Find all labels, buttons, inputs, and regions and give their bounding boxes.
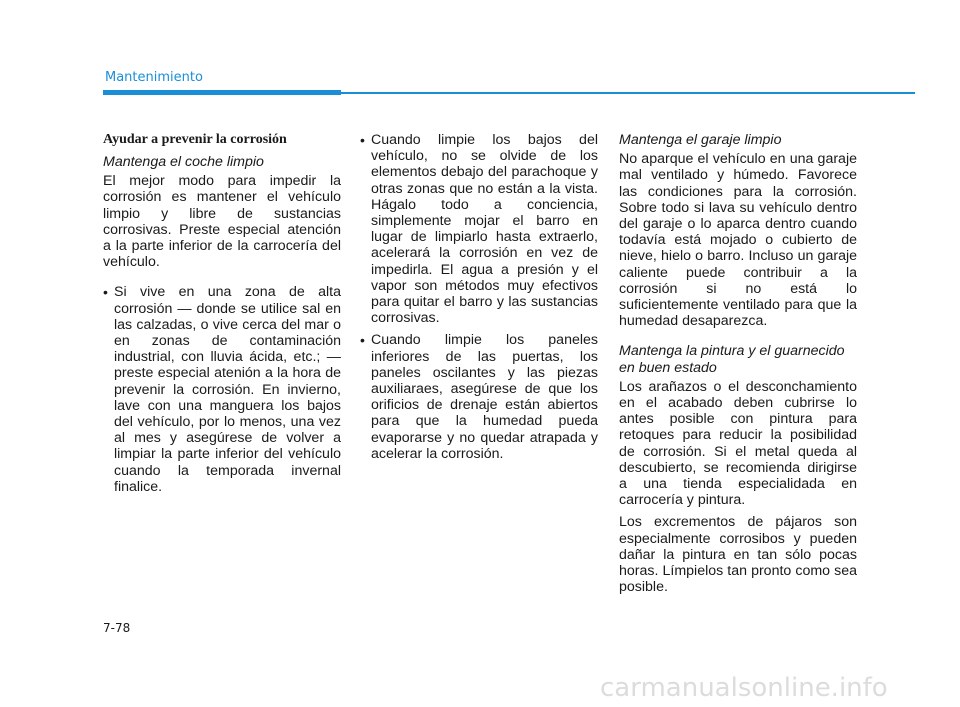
bullet-list-left: [103, 284, 341, 495]
section-label: Mantenimiento: [105, 70, 203, 85]
bullet-high-corrosion: [103, 284, 341, 495]
section-heading: Ayudar a prevenir la corrosión: [103, 132, 287, 147]
bullet-text: • Cuando limpie los paneles inferiores de las puertas, los paneles oscilantes y las piezas auxiliaraes, asegúrese de que los orificios de drenaje están abiertos para que la humedad pueda evaporarse y no quedar atrapada y acelerar la corrosión.: [371, 332, 598, 462]
page-number: 7-78: [103, 621, 131, 635]
subheading-paint: Mantenga la pintura y el guarnecido en buen estado: [619, 343, 845, 376]
bullet-text: • Si vive en una zona de alta corrosión — donde se utilice sal en las calzadas, o vive cerca del mar o en zonas de contaminación industrial, con lluvia ácida, etc.; — preste especial atenión a la hora de prevenir la corrosión. En invierno, lave con una manguera los bajos del vehículo, por lo menos, una vez al mes y asegúrese de volver a limpiar la parte inferior del vehículo cuando la temporada invernal finalice.: [114, 284, 341, 495]
bullet-text: • Cuando limpie los bajos del vehículo, no se olvide de los elementos debajo del parachoque y otras zonas que no están a la vista. Hágalo todo a conciencia, simplemente mojar el barro en lugar de limpiarlo hasta extraerlo, acelerará la corrosión en vez de impedirla. El agua a presión y el vapor son métodos muy efectivos para quitar el barro y las sustancias corrosivas.: [371, 132, 598, 327]
column-middle: [360, 132, 598, 468]
subheading-clean-car: Mantenga el coche limpio: [103, 154, 264, 170]
watermark: carmanualsonline.info: [600, 673, 888, 703]
column-left: [103, 132, 341, 501]
paragraph-paint: Los arañazos o el desconchamiento en el acabado deben cubrirse lo antes posible con pintura para retoques para reducir la posibilidad de corrosión. Si el metal queda al descubierto, se recomienda dirigirse a una tienda especialidada en carrocería y pintura.: [619, 378, 857, 509]
paragraph-bird-droppings: Los excrementos de pájaros son especialmente corrosibos y pueden dañar la pintura en tan sólo pocas horas. Límpielos tan pronto como sea posible.: [619, 514, 857, 596]
subheading-garage: Mantenga el garaje limpio: [619, 132, 782, 148]
paragraph-clean-car: El mejor modo para impedir la corrosión es mantener el vehículo limpio y libre de sustancias corrosivas. Preste especial atención a la parte inferior de la carrocería del vehículo.: [103, 173, 341, 271]
bullet-door-panels: [360, 332, 598, 462]
paragraph-garage: No aparque el vehículo en una garaje mal ventilado y húmedo. Favorece las condiciones para la corrosión. Sobre todo si lava su vehículo dentro del garaje o lo aparca dentro cuando todavía está mojado o cubierto de nieve, hielo o barro. Incluso un garaje caliente puede contribuir a la corrosión si no está lo suficientemente ventilado para que la humedad desaparezca.: [619, 151, 857, 330]
bullet-underbody: [360, 132, 598, 326]
column-right: [619, 132, 857, 595]
bullet-list-middle: [360, 132, 598, 462]
header-rule-thin: [341, 92, 915, 94]
header-rule-thick: [103, 90, 341, 95]
